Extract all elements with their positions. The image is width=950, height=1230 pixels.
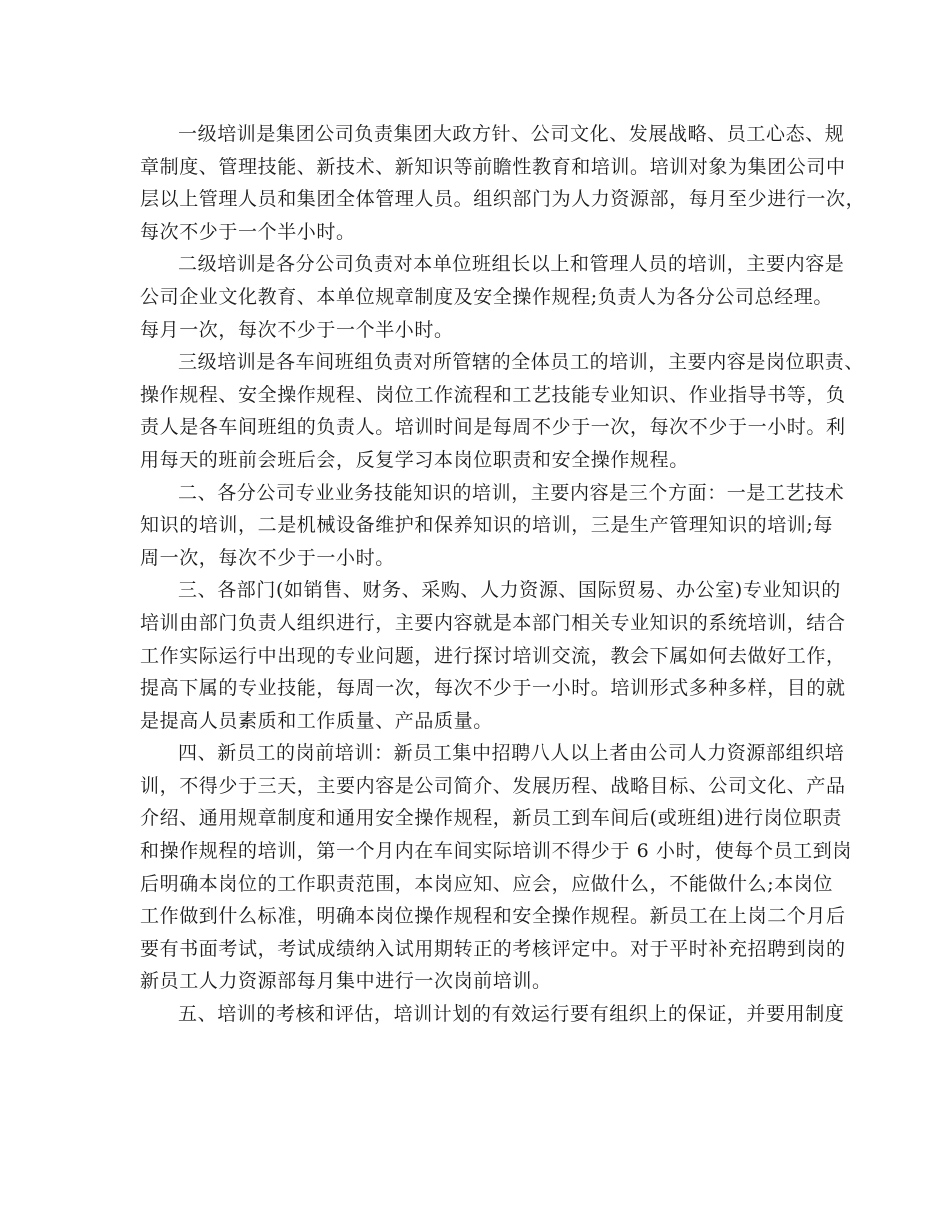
paragraph-section-five bbox=[140, 998, 845, 1031]
text-line: 三、各部门(如销售、财务、采购、人力资源、国际贸易、办公室)专业知识的 bbox=[178, 579, 841, 602]
text-line: 二级培训是各分公司负责对本单位班组长以上和管理人员的培训，主要内容是 bbox=[178, 253, 845, 276]
text-line: 新员工人力资源部每月集中进行一次岗前培训。 bbox=[140, 970, 552, 993]
text-line: 责人是各车间班组的负责人。培训时间是每周不少于一次，每次不少于一小时。利 bbox=[140, 416, 846, 439]
text-line: 后明确本岗位的工作职责范围，本岗应知、应会，应做什么，不能做什么;本岗位 bbox=[140, 872, 834, 895]
text-line: 五、培训的考核和评估，培训计划的有效运行要有组织上的保证，并要用制度 bbox=[178, 1003, 845, 1026]
paragraph-level-two-training bbox=[140, 248, 845, 346]
text-line: 是提高人员素质和工作质量、产品质量。 bbox=[140, 709, 493, 732]
text-line: 四、新员工的岗前培训：新员工集中招聘八人以上者由公司人力资源部组织培 bbox=[178, 742, 845, 765]
text-line: 知识的培训，二是机械设备维护和保养知识的培训，三是生产管理知识的培训;每 bbox=[140, 514, 834, 537]
paragraph-section-two bbox=[140, 477, 845, 575]
text-line: 周一次，每次不少于一小时。 bbox=[140, 546, 395, 569]
text-line: 每次不少于一个半小时。 bbox=[140, 220, 356, 243]
text-line: 公司企业文化教育、本单位规章制度及安全操作规程;负责人为各分公司总经理。 bbox=[140, 285, 834, 308]
text-line: 三级培训是各车间班组负责对所管辖的全体员工的培训，主要内容是岗位职责、 bbox=[178, 351, 865, 374]
text-line: 介绍、通用规章制度和通用安全操作规程，新员工到车间后(或班组)进行岗位职责 bbox=[140, 807, 843, 830]
text-line: 二、各分公司专业业务技能知识的培训，主要内容是三个方面：一是工艺技术 bbox=[178, 481, 845, 504]
text-line: 一级培训是集团公司负责集团大政方针、公司文化、发展战略、员工心态、规 bbox=[178, 123, 845, 145]
text-line: 训，不得少于三天，主要内容是公司简介、发展历程、战略目标、公司文化、产品 bbox=[140, 774, 846, 797]
text-line: 培训由部门负责人组织进行，主要内容就是本部门相关专业知识的系统培训，结合 bbox=[140, 611, 846, 634]
paragraph-section-three bbox=[140, 574, 846, 737]
text-line: 操作规程、安全操作规程、岗位工作流程和工艺技能专业知识、作业指导书等，负 bbox=[140, 383, 846, 406]
paragraph-level-one-training bbox=[140, 118, 866, 248]
text-line: 每月一次，每次不少于一个半小时。 bbox=[140, 318, 454, 341]
text-line: 提高下属的专业技能，每周一次，每次不少于一小时。培训形式多种多样，目的就 bbox=[140, 677, 846, 700]
text-line: 用每天的班前会班后会，反复学习本岗位职责和安全操作规程。 bbox=[140, 448, 689, 471]
paragraph-level-three-training bbox=[140, 346, 865, 476]
text-line: 和操作规程的培训，第一个月内在车间实际培训不得少于 6 小时，使每个员工到岗 bbox=[140, 840, 852, 863]
text-line: 工作实际运行中出现的专业问题，进行探讨培训交流，教会下属如何去做好工作， bbox=[140, 644, 846, 667]
paragraph-section-four bbox=[140, 737, 852, 998]
text-line: 章制度、管理技能、新技术、新知识等前瞻性教育和培训。培训对象为集团公司中 bbox=[140, 155, 846, 178]
text-line: 层以上管理人员和集团全体管理人员。组织部门为人力资源部，每月至少进行一次， bbox=[140, 188, 866, 211]
text-line: 工作做到什么标准，明确本岗位操作规程和安全操作规程。新员工在上岗二个月后 bbox=[140, 905, 846, 928]
text-line: 要有书面考试，考试成绩纳入试用期转正的考核评定中。对于平时补充招聘到岗的 bbox=[140, 937, 846, 960]
document-page bbox=[140, 118, 866, 1031]
